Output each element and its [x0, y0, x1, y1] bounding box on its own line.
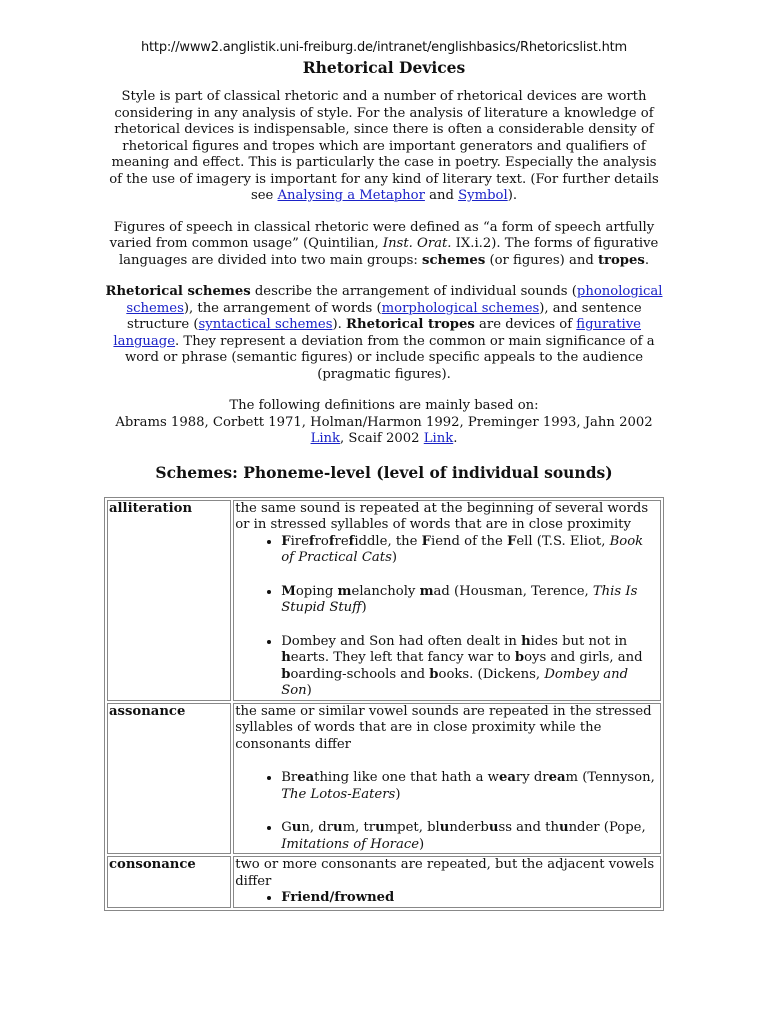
example-item: • Gun, drum, trumpet, blunderbuss and thunder (Pope, Imitations of Horace)	[281, 820, 659, 853]
example-item: • Dombey and Son had often dealt in hides but not in hearts. They left that fancy war to boys and girls, and boarding-schools and books. (Dickens, Dombey and Son)	[281, 634, 659, 700]
schemes-text-5: are devices of	[474, 317, 577, 332]
figures-text: Figures of speech in classical rhetoric were defined as “a form of speech artfully varied from common usage” (Quintilian,	[109, 219, 655, 251]
definition-text: the same or similar vowel sounds are repeated in the stressed syllables of words that are in close proximity while the consonants differ	[235, 703, 652, 752]
document-page	[104, 38, 664, 911]
figures-paragraph	[104, 220, 664, 270]
example-list	[235, 770, 659, 853]
figures-text-2: IX.i.2). The forms of figurative languages are divided into two main groups:	[118, 236, 659, 268]
schemes-text-3: ), and sentence structure (	[127, 300, 642, 332]
intro-text: Style is part of classical rhetoric and a number of rhetorical devices are worth considering in any analysis of style. For the analysis of literature a knowledge of rhetorical devices is indispensable, since there is often a considerable density of rhetorical figures and tropes which are important generators and qualifiers of meaning and effect. This is particularly the case in poetry. Especially the analysis of the use of imagery is important for any kind of literary text. (For further details see	[109, 89, 659, 203]
definition-cell	[233, 856, 661, 908]
definition-cell	[233, 500, 661, 701]
intro-and: and	[424, 188, 459, 203]
rhetorical-tropes-term: Rhetorical tropes	[346, 317, 475, 332]
example-item: • Breathing like one that hath a weary dream (Tennyson, The Lotos-Eaters)	[281, 770, 659, 803]
intro-end: ).	[507, 188, 518, 203]
definition-text: two or more consonants are repeated, but the adjacent vowels differ	[235, 857, 655, 889]
term-cell: consonance	[107, 856, 231, 908]
table-row-assonance	[107, 703, 661, 855]
term-cell: assonance	[107, 703, 231, 855]
example-list	[235, 534, 659, 700]
section-heading: Schemes: Phoneme-level (level of individual sounds)	[155, 462, 613, 482]
table-row-consonance	[107, 856, 661, 908]
figures-end: .	[644, 252, 650, 268]
schemes-text: describe the arrangement of individual sounds (	[250, 284, 577, 299]
analysing-metaphor-link[interactable]: Analysing a Metaphor	[277, 188, 425, 203]
intro-paragraph	[104, 89, 664, 205]
example-item: • Moping melancholy mad (Housman, Terence, This Is Stupid Stuff)	[281, 584, 659, 617]
sources-paragraph	[104, 398, 664, 448]
symbol-link[interactable]: Symbol	[458, 188, 508, 203]
schemes-paragraph	[104, 284, 664, 383]
definition-cell	[233, 703, 661, 855]
jahn-link[interactable]: Link	[310, 431, 341, 446]
tropes-term: tropes	[597, 252, 645, 268]
figures-text-3: (or figures) and	[485, 252, 598, 268]
syntactical-schemes-link[interactable]: syntactical schemes	[198, 317, 333, 332]
figures-citation: Inst. Orat.	[382, 236, 452, 251]
example-list	[235, 890, 659, 907]
source-url: http://www2.anglistik.uni-freiburg.de/intranet/englishbasics/Rhetoricslist.htm	[140, 40, 628, 55]
table-row-alliteration	[107, 500, 661, 701]
devices-table	[104, 497, 664, 911]
sources-intro: The following definitions are mainly based on:	[229, 398, 539, 413]
schemes-text-4: ).	[332, 317, 347, 332]
schemes-text-2: ), the arrangement of words (	[183, 300, 382, 316]
example-item: • Friend/frowned	[281, 890, 659, 907]
phonological-schemes-link[interactable]: phonological schemes	[126, 284, 663, 316]
schemes-term: schemes	[422, 252, 486, 268]
sources-mid: , Scaif 2002	[340, 431, 424, 446]
sources-end: .	[453, 431, 458, 446]
figurative-language-link[interactable]: figurative language	[113, 317, 641, 349]
scaif-link[interactable]: Link	[423, 431, 454, 446]
morphological-schemes-link[interactable]: morphological schemes	[381, 300, 540, 316]
sources-list: Abrams 1988, Corbett 1971, Holman/Harmon 1992, Preminger 1993, Jahn 2002	[115, 414, 653, 430]
term-cell: alliteration	[107, 500, 231, 701]
page-title: Rhetorical Devices	[302, 58, 466, 77]
example-item: • Firefrofrefiddle, the Fiend of the Fell (T.S. Eliot, Book of Practical Cats)	[281, 534, 659, 567]
rhetorical-schemes-term: Rhetorical schemes	[105, 284, 251, 299]
definition-text: the same sound is repeated at the beginning of several words or in stressed syllables of words that are in close proximity	[235, 500, 649, 532]
schemes-text-6: . They represent a deviation from the common or main significance of a word or phrase (semantic figures) or include specific appeals to the audience (pragmatic figures).	[124, 333, 655, 382]
